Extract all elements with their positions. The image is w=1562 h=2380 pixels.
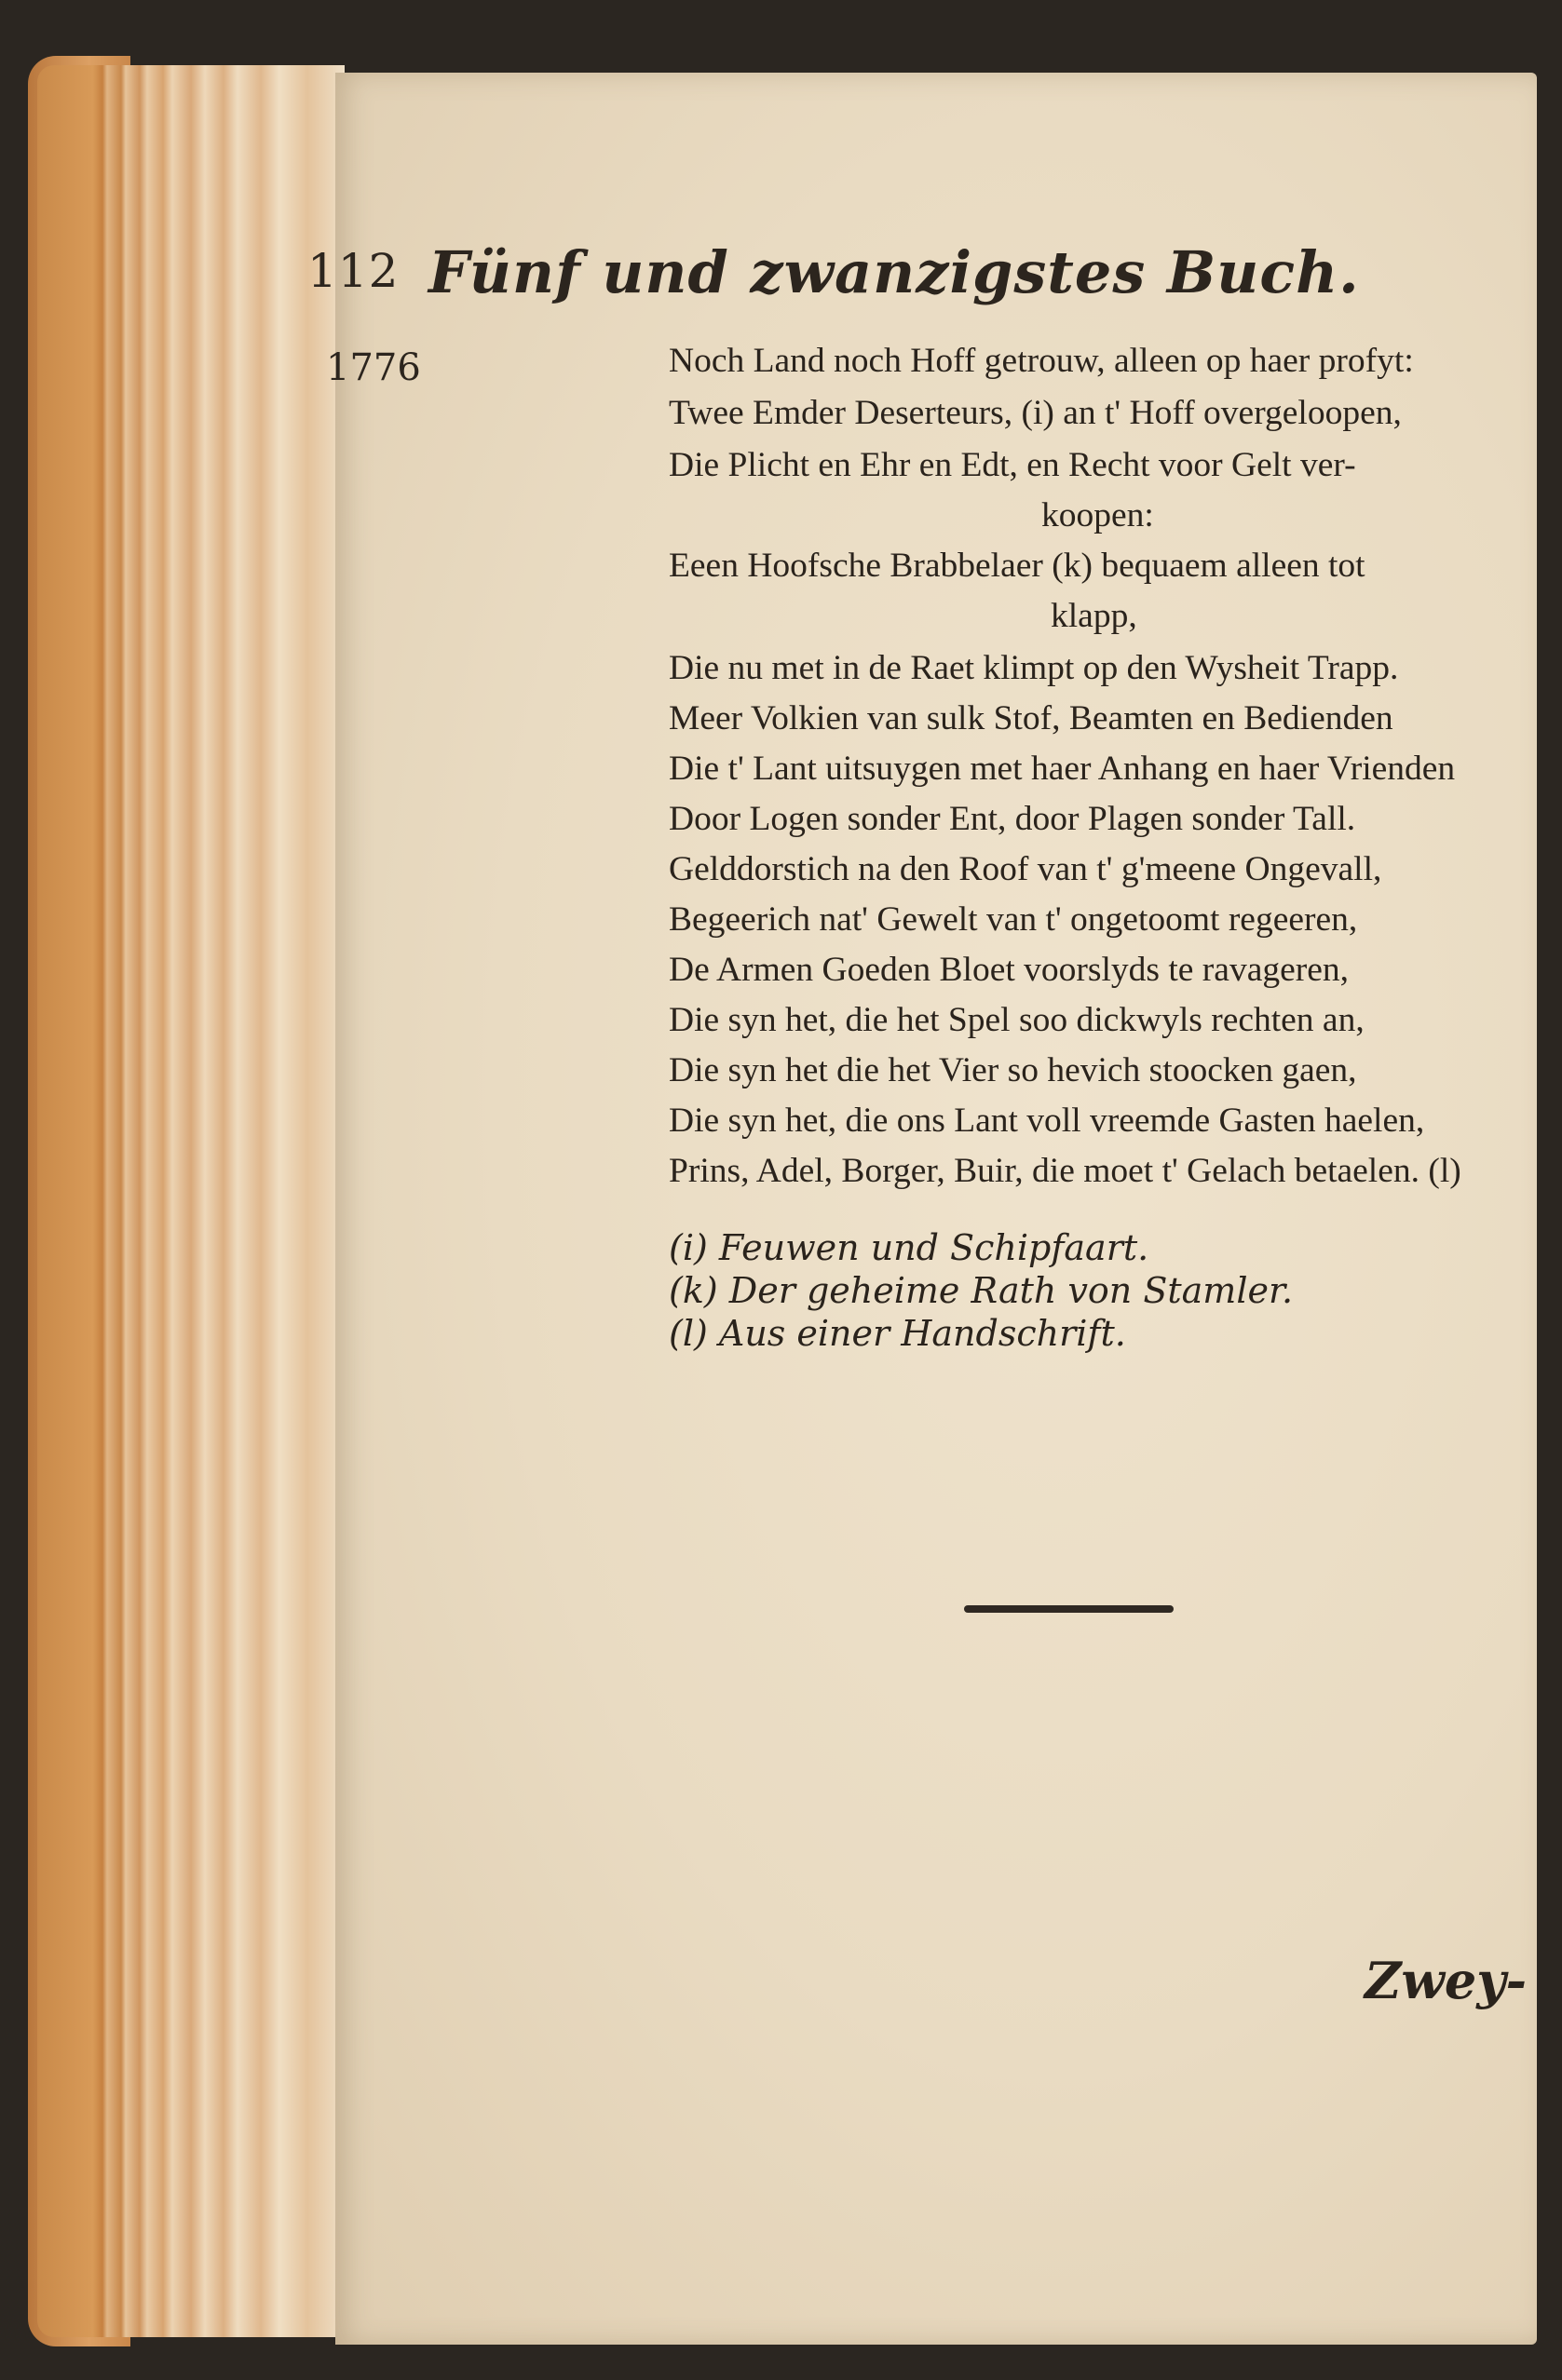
page-number: 112	[307, 244, 400, 298]
verse-line-continuation: koopen:	[1041, 496, 1154, 534]
catchword: Zwey-	[1365, 1951, 1528, 2010]
verse-line: Die syn het, die ons Lant voll vreemde Gasten haelen,	[669, 1102, 1425, 1140]
footnote: (l) Aus einer Handschrift.	[669, 1313, 1126, 1354]
verse-line: Die syn het, die het Spel soo dickwyls rechten an,	[669, 1001, 1365, 1039]
verse-line: Twee Emder Deserteurs, (i) an t' Hoff overgeloopen,	[669, 394, 1402, 432]
verse-line: De Armen Goeden Bloet voorslyds te ravageren,	[669, 951, 1349, 989]
verse-line: Die t' Lant uitsuygen met haer Anhang en haer Vrienden	[669, 750, 1456, 788]
verse-line: Prins, Adel, Borger, Buir, die moet t' Gelach betaelen. (l)	[669, 1152, 1461, 1190]
verse-line: Noch Land noch Hoff getrouw, alleen op haer profyt:	[669, 342, 1414, 380]
margin-year: 1776	[326, 346, 421, 389]
verse-line: Begeerich nat' Gewelt van t' ongetoomt regeeren,	[669, 900, 1358, 939]
verse-line: Meer Volkien van sulk Stof, Beamten en Bedienden	[669, 699, 1393, 737]
page-edges	[37, 65, 345, 2337]
running-head	[307, 238, 1360, 318]
verse-line-continuation: klapp,	[1051, 597, 1137, 635]
verse-line: Door Logen sonder Ent, door Plagen sonder Tall.	[669, 800, 1356, 838]
footnote: (k) Der geheime Rath von Stamler.	[669, 1270, 1294, 1311]
verse-line: Eeen Hoofsche Brabbelaer (k) bequaem alleen tot	[669, 547, 1365, 585]
verse-line: Die Plicht en Ehr en Edt, en Recht voor Gelt ver-	[669, 446, 1356, 484]
end-rule	[964, 1605, 1174, 1613]
verse-line: Die syn het die het Vier so hevich stoocken gaen,	[669, 1051, 1357, 1089]
chapter-title: Fünf und zwanzigstes Buch.	[428, 238, 1360, 306]
footnote: (i) Feuwen und Schipfaart.	[669, 1227, 1149, 1268]
verse-line: Gelddorstich na den Roof van t' g'meene Ongevall,	[669, 850, 1382, 888]
verse-line: Die nu met in de Raet klimpt op den Wysheit Trapp.	[669, 649, 1399, 687]
